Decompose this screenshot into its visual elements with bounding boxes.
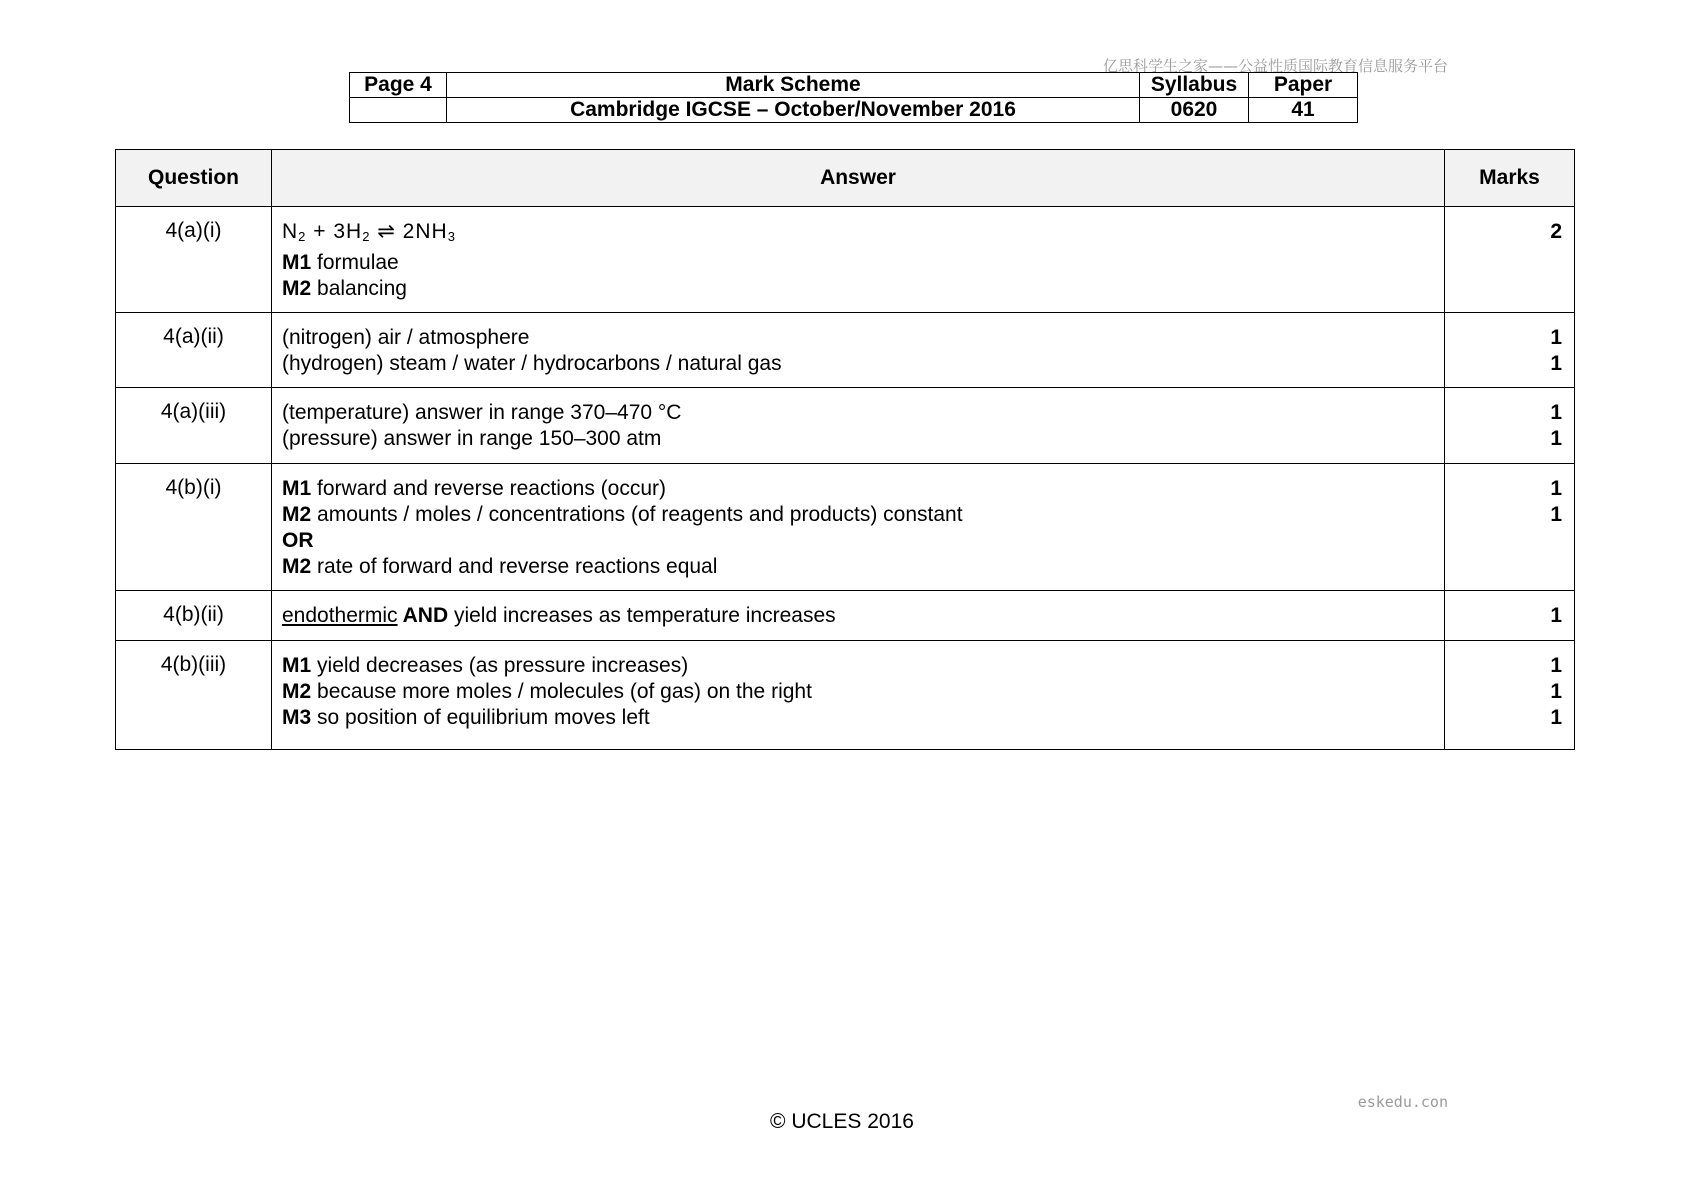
question-cell: 4(a)(ii) xyxy=(116,313,272,388)
mark-value: 1 xyxy=(1550,503,1562,526)
copyright-footer: © UCLES 2016 xyxy=(770,1110,914,1133)
header-subtitle: Cambridge IGCSE – October/November 2016 xyxy=(447,98,1140,123)
marks-cell xyxy=(1445,207,1575,313)
header-empty-cell xyxy=(350,98,447,123)
answer-line: endothermic AND yield increases as temperature increases xyxy=(282,604,836,627)
answer-line: (pressure) answer in range 150–300 atm xyxy=(282,427,662,450)
mark-value: 1 xyxy=(1550,352,1562,375)
mark-value: 2 xyxy=(1550,220,1562,243)
chemical-equation: $N_2 + 3H_2$ ⇌ $2NH_3$ xyxy=(282,220,456,244)
answer-cell xyxy=(272,313,1445,388)
question-cell: 4(b)(ii) xyxy=(116,591,272,641)
answer-cell xyxy=(272,591,1445,641)
marks-cell xyxy=(1445,313,1575,388)
header-paper: 41 xyxy=(1249,98,1358,123)
header-syllabus-label: Syllabus xyxy=(1140,73,1249,98)
mark-value: 1 xyxy=(1550,654,1562,677)
table-row xyxy=(116,388,1575,464)
answer-line: (temperature) answer in range 370–470 °C xyxy=(282,401,682,424)
question-cell: 4(a)(iii) xyxy=(116,388,272,464)
answer-header: Answer xyxy=(272,150,1445,207)
marks-cell xyxy=(1445,388,1575,464)
answer-cell xyxy=(272,207,1445,313)
table-row xyxy=(116,313,1575,388)
table-row xyxy=(116,464,1575,591)
answer-cell xyxy=(272,388,1445,464)
answer-line: M1 yield decreases (as pressure increases) xyxy=(282,654,689,677)
marks-cell xyxy=(1445,641,1575,750)
answer-line: M3 so position of equilibrium moves left xyxy=(282,706,650,729)
question-cell: 4(b)(iii) xyxy=(116,641,272,750)
answer-line: M2 balancing xyxy=(282,277,407,300)
table-row xyxy=(116,591,1575,641)
answer-cell xyxy=(272,464,1445,591)
header-table xyxy=(349,72,1358,123)
answer-cell xyxy=(272,641,1445,750)
answer-line: M1 formulae xyxy=(282,251,399,274)
watermark-text: 亿思科学生之家——公益性质国际教育信息服务平台 xyxy=(1102,57,1448,75)
table-row xyxy=(116,641,1575,750)
question-cell: 4(a)(i) xyxy=(116,207,272,313)
mark-value: 1 xyxy=(1550,401,1562,424)
mark-value: 1 xyxy=(1550,680,1562,703)
answer-line: M1 forward and reverse reactions (occur) xyxy=(282,477,666,500)
answer-line: OR xyxy=(282,529,314,552)
table-header-row xyxy=(116,150,1575,207)
mark-value: 1 xyxy=(1550,477,1562,500)
answer-line: (nitrogen) air / atmosphere xyxy=(282,326,530,349)
mark-scheme-table xyxy=(115,149,1575,750)
header-title: Mark Scheme xyxy=(447,73,1140,98)
mark-value: 1 xyxy=(1550,604,1562,627)
marks-cell xyxy=(1445,591,1575,641)
mark-value: 1 xyxy=(1550,326,1562,349)
mark-value: 1 xyxy=(1550,706,1562,729)
mark-value: 1 xyxy=(1550,427,1562,450)
header-syllabus: 0620 xyxy=(1140,98,1249,123)
header-paper-label: Paper xyxy=(1249,73,1358,98)
marks-cell xyxy=(1445,464,1575,591)
answer-line: M2 because more moles / molecules (of gas) on the right xyxy=(282,680,812,703)
watermark-site: eskedu.con xyxy=(1357,1093,1448,1111)
table-row xyxy=(116,207,1575,313)
marks-header: Marks xyxy=(1445,150,1575,207)
answer-line: M2 amounts / moles / concentrations (of reagents and products) constant xyxy=(282,503,963,526)
header-page: Page 4 xyxy=(350,73,447,98)
answer-line: M2 rate of forward and reverse reactions equal xyxy=(282,555,718,578)
answer-line: (hydrogen) steam / water / hydrocarbons / natural gas xyxy=(282,352,782,375)
question-cell: 4(b)(i) xyxy=(116,464,272,591)
question-header: Question xyxy=(116,150,272,207)
